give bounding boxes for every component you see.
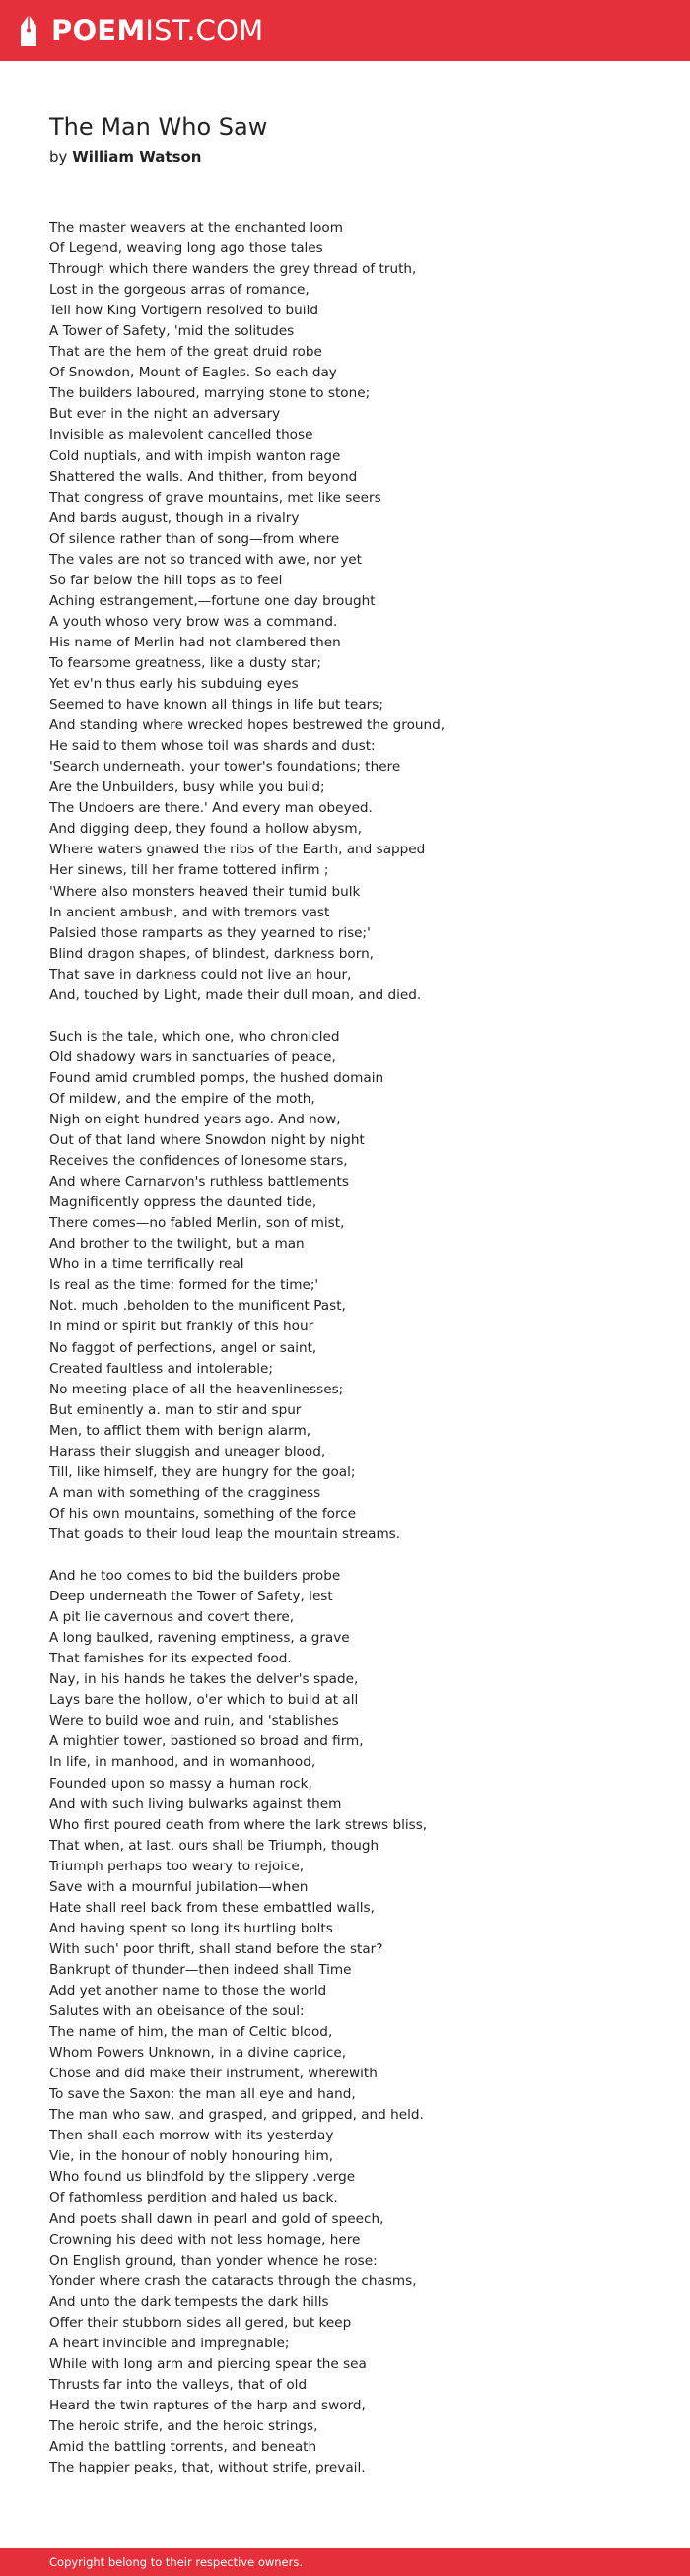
poem-line: And bards august, though in a rivalry <box>49 509 300 526</box>
poem-line: The man who saw, and grasped, and gripped, and held. <box>49 2107 424 2124</box>
poem-line: That are the hem of the great druid robe <box>49 344 322 361</box>
poem-line: That goads to their loud leap the mountain streams. <box>49 1525 401 1542</box>
poem-line: Of Legend, weaving long ago those tales <box>49 240 323 257</box>
poem-line: The builders laboured, marrying stone to stone; <box>49 385 371 402</box>
poem-line: That when, at last, ours shall be Triumph, though <box>49 1837 380 1854</box>
poem-line: In life, in manhood, and in womanhood, <box>49 1754 316 1771</box>
poem-line: Chose and did make their instrument, wherewith <box>49 2066 378 2082</box>
site-header <box>0 0 690 61</box>
poem-line: Harass their sluggish and uneager blood, <box>49 1443 326 1459</box>
poem-line: That save in darkness could not live an hour, <box>49 966 352 983</box>
poem-line: Out of that land where Snowdon night by night <box>49 1132 365 1149</box>
poem-line: Lays bare the hollow, o'er which to build at all <box>49 1692 359 1709</box>
poem-body <box>49 218 651 2499</box>
poem-line: Whom Powers Unknown, in a divine caprice, <box>49 2045 347 2062</box>
poem-line: So far below the hill tops as to feel <box>49 572 283 588</box>
poem-line: Were to build woe and ruin, and 'stablishes <box>49 1713 339 1729</box>
poem-line: Lost in the gorgeous arras of romance, <box>49 282 310 299</box>
poem-line: A Tower of Safety, 'mid the solitudes <box>49 323 295 340</box>
poem-line: Not. much .beholden to the munificent Past, <box>49 1298 346 1315</box>
poem-line: Yet ev'n thus early his subduing eyes <box>49 676 299 693</box>
poem-line: The master weavers at the enchanted loom <box>49 220 343 236</box>
poem-line: Seemed to have known all things in life but tears; <box>49 697 383 713</box>
poem-line: Hate shall reel back from these embattled walls, <box>49 1899 375 1916</box>
poem-line: A long baulked, ravening emptiness, a grave <box>49 1630 350 1647</box>
poem-line: And where Carnarvon's ruthless battlements <box>49 1174 349 1190</box>
pen-nib-icon[interactable] <box>18 14 39 47</box>
poem-line: A pit lie cavernous and covert there, <box>49 1609 295 1626</box>
poem-line: Through which there wanders the grey thread of truth, <box>49 261 417 278</box>
poem-line: Receives the confidences of lonesome stars, <box>49 1153 348 1170</box>
poem-line: Are the Unbuilders, busy while you build; <box>49 780 325 796</box>
poem-stanza <box>49 1027 651 1545</box>
poem-line: Yonder where crash the cataracts through the chasms, <box>49 2272 417 2289</box>
poem-line: Blind dragon shapes, of blindest, darkness born, <box>49 945 375 962</box>
poem-line: Found amid crumbled pomps, the hushed domain <box>49 1069 384 1086</box>
poem-line: But eminently a. man to stir and spur <box>49 1401 302 1418</box>
poem-line: A man with something of the cragginess <box>49 1484 321 1501</box>
poem-line: And having spent so long its hurtling bolts <box>49 1920 333 1936</box>
byline-prefix: by <box>49 148 68 166</box>
poem-line: And brother to the twilight, but a man <box>49 1236 305 1253</box>
poem-line: Vie, in the honour of nobly honouring him, <box>49 2148 334 2165</box>
poem-line: Nay, in his hands he takes the delver's spade, <box>49 1671 359 1688</box>
poem-line: Bankrupt of thunder—then indeed shall Time <box>49 1961 352 1978</box>
poem-line: His name of Merlin had not clambered then <box>49 634 341 650</box>
poem-stanza <box>49 218 651 1006</box>
poem-line: In ancient ambush, and with tremors vast <box>49 904 330 920</box>
poem-line: Founded upon so massy a human rock, <box>49 1775 312 1792</box>
poem-line: Till, like himself, they are hungry for the goal; <box>49 1463 356 1480</box>
poem-line: There comes—no fabled Merlin, son of mist, <box>49 1215 345 1232</box>
poem-line: Of his own mountains, something of the force <box>49 1505 357 1522</box>
poem-line: And unto the dark tempests the dark hills <box>49 2293 329 2310</box>
poem-line: 'Search underneath. your tower's foundations; there <box>49 759 401 776</box>
poem-line: Who first poured death from where the lark strews bliss, <box>49 1816 428 1833</box>
poem-line: Aching estrangement,—fortune one day brought <box>49 592 376 609</box>
poem-line: To fearsome greatness, like a dusty star; <box>49 654 321 671</box>
poem-line: In mind or spirit but frankly of this hour <box>49 1319 314 1335</box>
poem-line: But ever in the night an adversary <box>49 406 281 423</box>
poem-line: Tell how King Vortigern resolved to build <box>49 303 318 319</box>
author-name[interactable]: William Watson <box>72 148 202 166</box>
poem-line: Heard the twin raptures of the harp and sword, <box>49 2397 366 2413</box>
poem-line: To save the Saxon: the man all eye and hand, <box>49 2086 356 2103</box>
poem-line: Shattered the walls. And thither, from beyond <box>49 468 358 485</box>
poem-line: Men, to afflict them with benign alarm, <box>49 1422 311 1439</box>
poem-line: The happier peaks, that, without strife, prevail. <box>49 2460 366 2476</box>
poem-line: Nigh on eight hundred years ago. And now, <box>49 1112 341 1128</box>
brand-name-bold: POEM <box>51 13 146 47</box>
site-footer <box>0 2548 690 2576</box>
poem-line: And with such living bulwarks against them <box>49 1796 342 1812</box>
poem-line: The Undoers are there.' And every man obeyed. <box>49 800 373 817</box>
poem-line: Of silence rather than of song—from where <box>49 530 340 547</box>
poem-line: A youth whoso very brow was a command. <box>49 613 338 630</box>
poem-line: On English ground, than yonder whence he rose: <box>49 2252 378 2269</box>
poem-line: The name of him, the man of Celtic blood, <box>49 2024 333 2041</box>
poem-line: That congress of grave mountains, met like seers <box>49 489 381 506</box>
poem-line: A mightier tower, bastioned so broad and firm, <box>49 1733 364 1750</box>
poem-line: 'Where also monsters heaved their tumid bulk <box>49 883 361 900</box>
poem-line: Salutes with an obeisance of the soul: <box>49 2003 305 2020</box>
poem-line: Offer their stubborn sides all gered, but keep <box>49 2314 352 2331</box>
brand-name-light: IST.COM <box>145 13 264 47</box>
poem-byline <box>49 148 202 166</box>
poem-line: Magnificently oppress the daunted tide, <box>49 1194 317 1211</box>
poem-line: And standing where wrecked hopes bestrewed the ground, <box>49 717 446 734</box>
poem-title: The Man Who Saw <box>49 113 268 141</box>
copyright-notice: Copyright belong to their respective owners. <box>49 2555 304 2569</box>
poem-line: Then shall each morrow with its yesterday <box>49 2128 334 2144</box>
poem-line: Palsied those ramparts as they yearned to rise;' <box>49 924 371 941</box>
poem-line: And digging deep, they found a hollow abysm, <box>49 821 362 838</box>
poem-line: Her sinews, till her frame tottered infirm ; <box>49 862 329 879</box>
poem-line: That famishes for its expected food. <box>49 1651 292 1667</box>
poem-line: While with long arm and piercing spear the sea <box>49 2355 367 2372</box>
poem-line: Created faultless and intolerable; <box>49 1360 273 1377</box>
poem-line: A heart invincible and impregnable; <box>49 2335 290 2351</box>
poem-line: Of mildew, and the empire of the moth, <box>49 1090 315 1107</box>
poem-line: Thrusts far into the valleys, that of old <box>49 2376 308 2393</box>
poem-stanza <box>49 1566 651 2478</box>
poem-line: Is real as the time; formed for the time;' <box>49 1277 319 1294</box>
poem-line: Cold nuptials, and with impish wanton rage <box>49 447 341 464</box>
poem-line: Deep underneath the Tower of Safety, lest <box>49 1589 333 1605</box>
poem-line: Such is the tale, which one, who chronicled <box>49 1028 340 1045</box>
poem-line: Who found us blindfold by the slippery .verge <box>49 2169 356 2186</box>
poem-line: And he too comes to bid the builders probe <box>49 1568 341 1585</box>
poem-line: Crowning his deed with not less homage, here <box>49 2231 361 2248</box>
poem-line: The vales are not so tranced with awe, nor yet <box>49 551 362 568</box>
site-logo-link[interactable] <box>51 13 264 47</box>
poem-line: Of fathomless perdition and haled us back. <box>49 2190 338 2206</box>
poem-line: Where waters gnawed the ribs of the Earth, and sapped <box>49 842 426 858</box>
poem-line: Of Snowdon, Mount of Eagles. So each day <box>49 365 337 381</box>
poem-line: The heroic strife, and the heroic strings, <box>49 2417 318 2434</box>
poem-line: Who in a time terrifically real <box>49 1256 244 1273</box>
poem-line: Amid the battling torrents, and beneath <box>49 2439 317 2456</box>
poem-line: Old shadowy wars in sanctuaries of peace, <box>49 1049 336 1065</box>
poem-line: He said to them whose toil was shards and dust: <box>49 738 376 755</box>
poem-line: Invisible as malevolent cancelled those <box>49 427 313 443</box>
poem-line: With such' poor thrift, shall stand before the star? <box>49 1940 383 1957</box>
poem-line: Add yet another name to those the world <box>49 1982 327 1999</box>
poem-line: Triumph perhaps too weary to rejoice, <box>49 1858 305 1874</box>
poem-line: No faggot of perfections, angel or saint, <box>49 1339 317 1356</box>
poem-line: And, touched by Light, made their dull moan, and died. <box>49 986 422 1003</box>
poem-line: No meeting-place of all the heavenlinesses; <box>49 1381 344 1397</box>
poem-line: Save with a mournful jubilation—when <box>49 1878 309 1895</box>
poem-line: And poets shall dawn in pearl and gold of speech, <box>49 2210 384 2227</box>
